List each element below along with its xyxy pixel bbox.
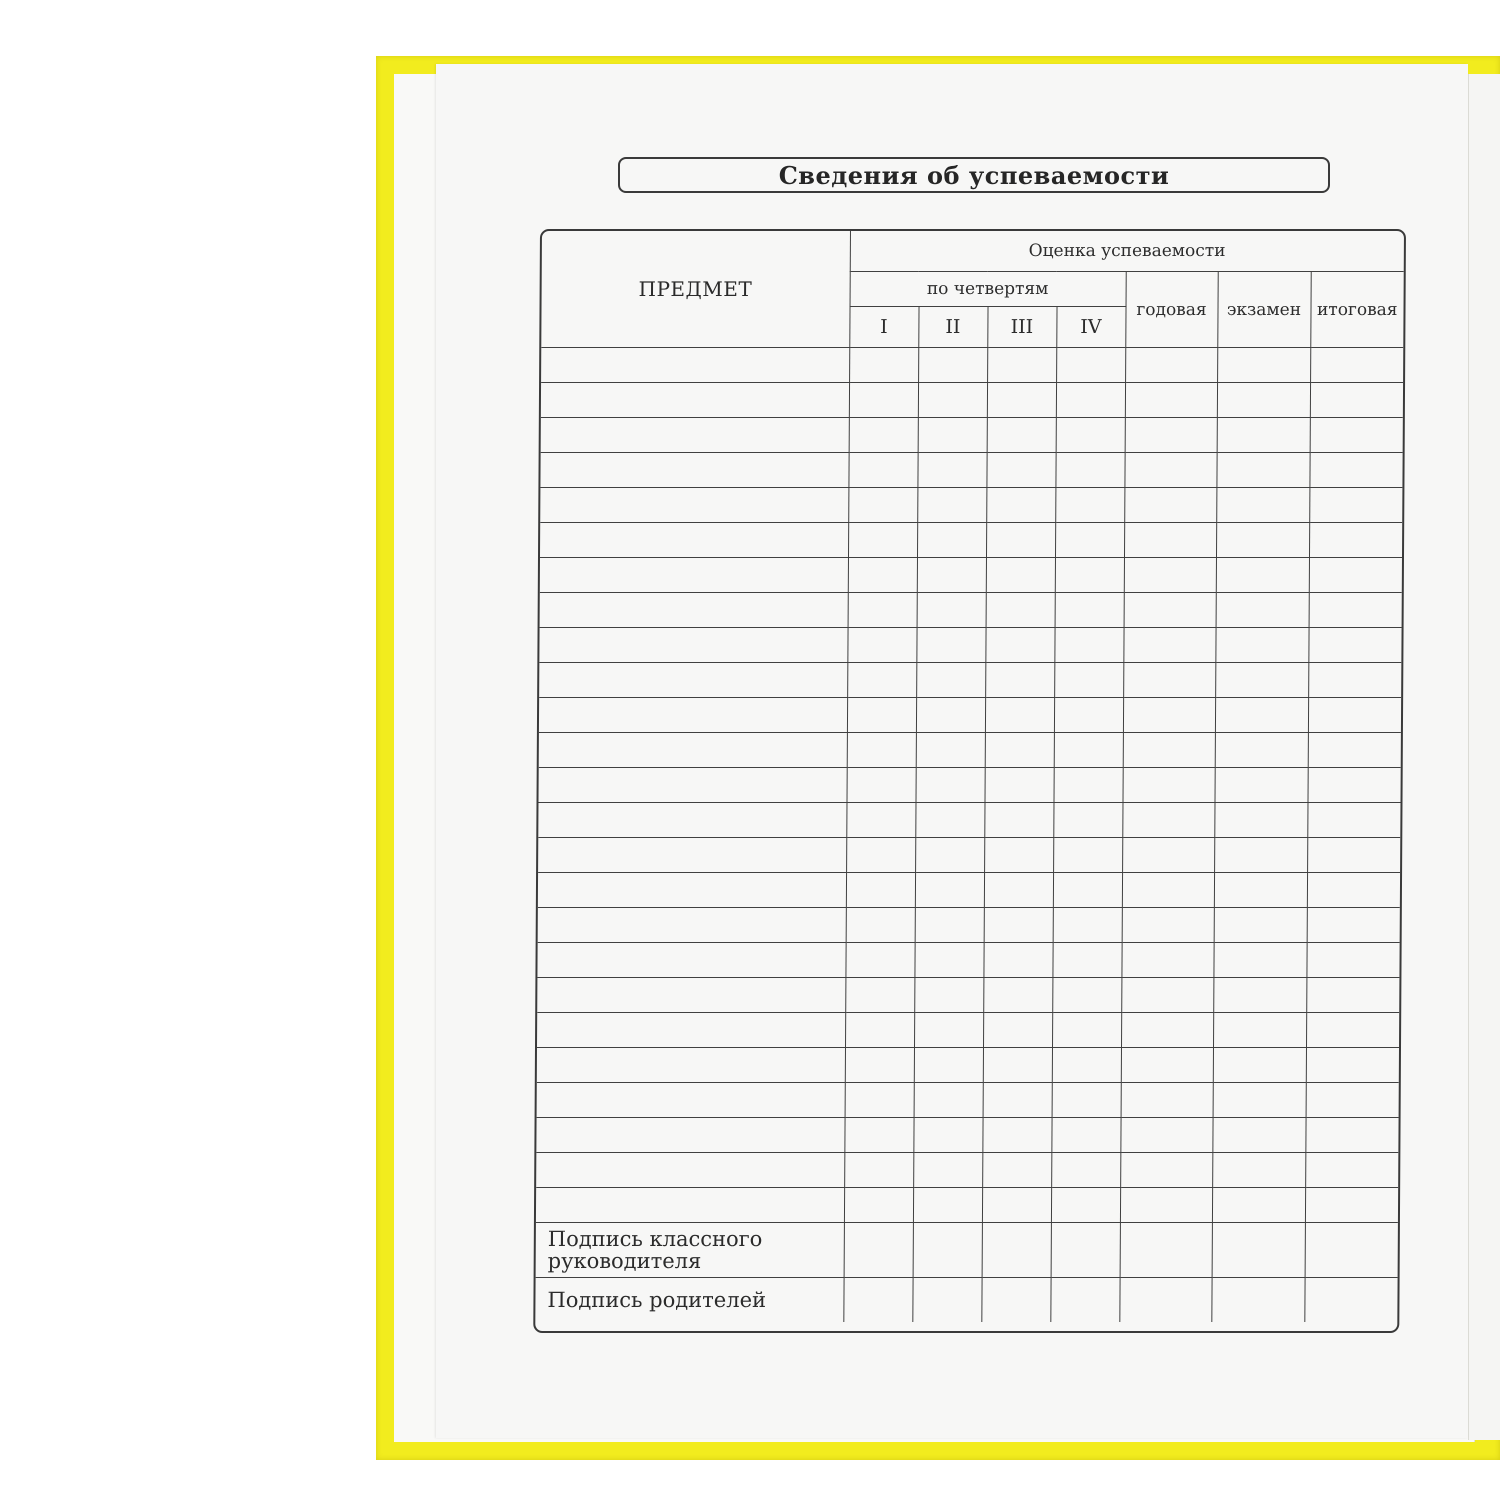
exam-cell[interactable] — [1213, 978, 1306, 1013]
table-row — [537, 1013, 1399, 1048]
exam-cell[interactable] — [1215, 628, 1308, 663]
final-cell[interactable] — [1306, 1048, 1399, 1083]
quarter-4-cell[interactable] — [1053, 908, 1122, 943]
quarter-2-cell[interactable] — [914, 1048, 983, 1083]
exam-cell[interactable] — [1216, 523, 1309, 558]
final-cell[interactable] — [1305, 1188, 1398, 1223]
final-cell[interactable] — [1305, 1118, 1398, 1153]
quarter-2-cell[interactable] — [917, 593, 986, 628]
exam-cell[interactable] — [1212, 1188, 1305, 1223]
quarter-2-cell[interactable] — [914, 978, 983, 1013]
quarter-4-cell[interactable] — [1051, 1153, 1120, 1188]
quarter-4-cell[interactable] — [1053, 838, 1122, 873]
table-row — [540, 488, 1402, 523]
table-row — [541, 418, 1403, 453]
annual-cell[interactable] — [1122, 873, 1214, 908]
quarter-1-cell[interactable] — [848, 558, 917, 593]
annual-cell[interactable] — [1125, 348, 1217, 383]
quarter-1-cell[interactable] — [849, 383, 918, 418]
subject-cell[interactable] — [537, 978, 845, 1013]
quarter-3-cell[interactable] — [985, 698, 1054, 733]
quarter-2-cell[interactable] — [914, 1083, 983, 1118]
signature-teacher-label: Подпись классного руководителя — [536, 1223, 844, 1278]
final-cell[interactable] — [1308, 663, 1401, 698]
quarter-1-header: I — [849, 307, 918, 348]
signature-parents-label: Подпись родителей — [535, 1278, 843, 1323]
table-row — [541, 348, 1403, 383]
final-cell[interactable] — [1305, 1153, 1398, 1188]
signature-cell[interactable] — [1212, 1223, 1305, 1278]
quarter-2-cell[interactable] — [917, 453, 986, 488]
quarter-3-cell[interactable] — [983, 978, 1052, 1013]
quarter-2-cell[interactable] — [917, 558, 986, 593]
table-row — [538, 908, 1400, 943]
quarter-3-cell[interactable] — [986, 488, 1055, 523]
quarter-3-cell[interactable] — [984, 873, 1053, 908]
quarter-2-cell[interactable] — [918, 348, 987, 383]
annual-cell[interactable] — [1124, 488, 1216, 523]
quarter-3-cell[interactable] — [984, 768, 1053, 803]
quarter-3-header: III — [987, 307, 1056, 348]
table-row — [537, 1048, 1399, 1083]
annual-cell[interactable] — [1121, 1013, 1213, 1048]
quarter-4-cell[interactable] — [1052, 1013, 1121, 1048]
quarter-2-cell[interactable] — [914, 1013, 983, 1048]
quarter-1-cell[interactable] — [845, 978, 914, 1013]
quarter-4-cell[interactable] — [1054, 698, 1123, 733]
exam-cell[interactable] — [1215, 698, 1308, 733]
quarter-4-cell[interactable] — [1054, 733, 1123, 768]
subject-cell[interactable] — [541, 348, 849, 383]
signature-cell[interactable] — [913, 1223, 982, 1278]
quarter-4-header: IV — [1056, 307, 1125, 348]
quarter-3-cell[interactable] — [985, 663, 1054, 698]
signature-cell[interactable] — [1211, 1278, 1304, 1323]
exam-cell[interactable] — [1212, 1118, 1305, 1153]
quarter-3-cell[interactable] — [983, 1083, 1052, 1118]
grades-table — [533, 229, 1406, 1333]
quarter-4-cell[interactable] — [1052, 978, 1121, 1013]
exam-cell[interactable] — [1213, 1048, 1306, 1083]
quarter-1-cell[interactable] — [848, 453, 917, 488]
subject-cell[interactable] — [536, 1118, 844, 1153]
quarter-1-cell[interactable] — [849, 418, 918, 453]
signature-cell[interactable] — [981, 1278, 1050, 1323]
signature-parents-row — [535, 1278, 1397, 1323]
quarter-2-cell[interactable] — [915, 838, 984, 873]
quarter-2-cell[interactable] — [918, 418, 987, 453]
subject-cell[interactable] — [538, 873, 846, 908]
annual-cell[interactable] — [1124, 523, 1216, 558]
annual-cell[interactable] — [1122, 908, 1214, 943]
annual-cell[interactable] — [1120, 1118, 1212, 1153]
table-row — [537, 943, 1399, 978]
subject-cell[interactable] — [537, 1013, 845, 1048]
table-row — [539, 663, 1401, 698]
quarter-4-cell[interactable] — [1053, 873, 1122, 908]
table-row — [539, 733, 1401, 768]
quarter-1-cell[interactable] — [848, 488, 917, 523]
final-cell[interactable] — [1306, 1013, 1399, 1048]
exam-cell[interactable] — [1214, 838, 1307, 873]
annual-cell[interactable] — [1122, 803, 1214, 838]
quarter-3-cell[interactable] — [984, 803, 1053, 838]
quarter-3-cell[interactable] — [986, 453, 1055, 488]
subject-header: ПРЕДМЕТ — [541, 231, 850, 348]
table-row — [540, 523, 1402, 558]
annual-cell[interactable] — [1123, 733, 1215, 768]
quarter-4-cell[interactable] — [1053, 768, 1122, 803]
quarter-3-cell[interactable] — [987, 383, 1056, 418]
subject-cell[interactable] — [538, 838, 846, 873]
signature-cell[interactable] — [1051, 1223, 1120, 1278]
final-cell[interactable] — [1309, 488, 1402, 523]
table-row — [539, 628, 1401, 663]
final-cell[interactable] — [1308, 698, 1401, 733]
exam-cell[interactable] — [1214, 873, 1307, 908]
table-row — [538, 873, 1400, 908]
exam-cell[interactable] — [1213, 943, 1306, 978]
final-cell[interactable] — [1306, 943, 1399, 978]
exam-cell[interactable] — [1217, 383, 1310, 418]
quarter-2-cell[interactable] — [913, 1118, 982, 1153]
final-cell[interactable] — [1310, 383, 1403, 418]
quarter-3-cell[interactable] — [985, 628, 1054, 663]
quarter-4-cell[interactable] — [1055, 558, 1124, 593]
subject-cell[interactable] — [537, 1048, 845, 1083]
quarter-1-cell[interactable] — [848, 593, 917, 628]
quarter-1-cell[interactable] — [846, 803, 915, 838]
signature-cell[interactable] — [982, 1223, 1051, 1278]
quarter-2-cell[interactable] — [916, 628, 985, 663]
signature-cell[interactable] — [844, 1223, 913, 1278]
annual-cell[interactable] — [1121, 1048, 1213, 1083]
exam-cell[interactable] — [1216, 558, 1309, 593]
quarter-1-cell[interactable] — [846, 908, 915, 943]
quarter-4-cell[interactable] — [1055, 523, 1124, 558]
quarter-2-header: II — [918, 307, 987, 348]
subject-cell[interactable] — [537, 1083, 845, 1118]
annual-cell[interactable] — [1125, 383, 1217, 418]
quarter-1-cell[interactable] — [845, 1048, 914, 1083]
quarter-2-cell[interactable] — [915, 908, 984, 943]
quarter-2-cell[interactable] — [916, 733, 985, 768]
table-row — [536, 1118, 1398, 1153]
annual-cell[interactable] — [1125, 418, 1217, 453]
quarter-2-cell[interactable] — [915, 803, 984, 838]
quarter-3-cell[interactable] — [983, 943, 1052, 978]
quarter-3-cell[interactable] — [984, 908, 1053, 943]
exam-cell[interactable] — [1217, 348, 1310, 383]
final-cell[interactable] — [1306, 1083, 1399, 1118]
table-row — [538, 838, 1400, 873]
quarter-1-cell[interactable] — [847, 698, 916, 733]
quarter-1-cell[interactable] — [846, 873, 915, 908]
quarter-4-cell[interactable] — [1055, 593, 1124, 628]
subject-cell[interactable] — [539, 698, 847, 733]
final-cell[interactable] — [1310, 348, 1403, 383]
quarter-2-cell[interactable] — [917, 523, 986, 558]
quarter-1-cell[interactable] — [845, 943, 914, 978]
quarter-2-cell[interactable] — [917, 488, 986, 523]
quarter-2-cell[interactable] — [913, 1188, 982, 1223]
annual-cell[interactable] — [1123, 698, 1215, 733]
quarter-2-cell[interactable] — [916, 663, 985, 698]
quarter-3-cell[interactable] — [983, 1048, 1052, 1083]
final-cell[interactable] — [1309, 593, 1402, 628]
quarters-header: по четвертям — [850, 272, 1126, 307]
quarter-4-cell[interactable] — [1056, 383, 1125, 418]
quarter-4-cell[interactable] — [1051, 1118, 1120, 1153]
exam-cell[interactable] — [1216, 593, 1309, 628]
subject-cell[interactable] — [540, 523, 848, 558]
subject-cell[interactable] — [540, 453, 848, 488]
quarter-1-cell[interactable] — [845, 1013, 914, 1048]
final-cell[interactable] — [1308, 733, 1401, 768]
subject-cell[interactable] — [540, 488, 848, 523]
final-cell[interactable] — [1307, 768, 1400, 803]
quarter-3-cell[interactable] — [982, 1153, 1051, 1188]
final-cell[interactable] — [1309, 453, 1402, 488]
exam-cell[interactable] — [1214, 803, 1307, 838]
exam-cell[interactable] — [1214, 768, 1307, 803]
final-cell[interactable] — [1307, 803, 1400, 838]
subject-cell[interactable] — [540, 558, 848, 593]
annual-header: годовая — [1125, 272, 1217, 348]
table-row — [536, 1153, 1398, 1188]
final-cell[interactable] — [1309, 558, 1402, 593]
quarter-4-cell[interactable] — [1056, 348, 1125, 383]
exam-cell[interactable] — [1217, 418, 1310, 453]
quarter-1-cell[interactable] — [846, 768, 915, 803]
quarter-1-cell[interactable] — [848, 523, 917, 558]
exam-cell[interactable] — [1216, 453, 1309, 488]
subject-cell[interactable] — [536, 1153, 844, 1188]
quarter-4-cell[interactable] — [1051, 1188, 1120, 1223]
quarter-3-cell[interactable] — [986, 558, 1055, 593]
signature-cell[interactable] — [1120, 1223, 1212, 1278]
quarter-3-cell[interactable] — [986, 523, 1055, 558]
page-title: Сведения об успеваемости — [778, 160, 1170, 190]
final-header: итоговая — [1310, 272, 1403, 348]
exam-cell[interactable] — [1212, 1153, 1305, 1188]
subject-cell[interactable] — [537, 943, 845, 978]
annual-cell[interactable] — [1121, 943, 1213, 978]
annual-cell[interactable] — [1124, 593, 1216, 628]
table-row — [540, 558, 1402, 593]
quarter-1-cell[interactable] — [847, 628, 916, 663]
annual-cell[interactable] — [1121, 1083, 1213, 1118]
quarter-4-cell[interactable] — [1056, 418, 1125, 453]
table-row — [536, 1188, 1398, 1223]
quarter-4-cell[interactable] — [1054, 663, 1123, 698]
subject-cell[interactable] — [541, 383, 849, 418]
table-row — [538, 768, 1400, 803]
final-cell[interactable] — [1307, 873, 1400, 908]
subject-cell[interactable] — [538, 908, 846, 943]
annual-cell[interactable] — [1122, 838, 1214, 873]
signature-cell[interactable] — [912, 1278, 981, 1323]
quarter-1-cell[interactable] — [847, 663, 916, 698]
quarter-1-cell[interactable] — [846, 838, 915, 873]
quarter-3-cell[interactable] — [987, 418, 1056, 453]
annual-cell[interactable] — [1121, 978, 1213, 1013]
annual-cell[interactable] — [1120, 1153, 1212, 1188]
quarter-4-cell[interactable] — [1055, 453, 1124, 488]
signature-cell[interactable] — [1304, 1278, 1397, 1323]
quarter-2-cell[interactable] — [915, 873, 984, 908]
final-cell[interactable] — [1307, 908, 1400, 943]
signature-teacher-row — [536, 1223, 1398, 1278]
exam-cell[interactable] — [1213, 1013, 1306, 1048]
exam-cell[interactable] — [1216, 488, 1309, 523]
page-title-box — [618, 157, 1330, 193]
quarter-2-cell[interactable] — [918, 383, 987, 418]
annual-cell[interactable] — [1122, 768, 1214, 803]
signature-cell[interactable] — [1119, 1278, 1211, 1323]
quarter-3-cell[interactable] — [987, 348, 1056, 383]
quarter-1-cell[interactable] — [845, 1083, 914, 1118]
exam-header: экзамен — [1217, 272, 1310, 348]
quarter-1-cell[interactable] — [849, 348, 918, 383]
annual-cell[interactable] — [1120, 1188, 1212, 1223]
quarter-2-cell[interactable] — [915, 768, 984, 803]
subject-cell[interactable] — [538, 803, 846, 838]
table-row — [538, 803, 1400, 838]
table-row — [537, 978, 1399, 1013]
subject-cell[interactable] — [539, 663, 847, 698]
quarter-4-cell[interactable] — [1052, 1048, 1121, 1083]
subject-cell[interactable] — [538, 768, 846, 803]
signature-cell[interactable] — [1050, 1278, 1119, 1323]
exam-cell[interactable] — [1215, 663, 1308, 698]
final-cell[interactable] — [1309, 523, 1402, 558]
final-cell[interactable] — [1306, 978, 1399, 1013]
quarter-4-cell[interactable] — [1054, 628, 1123, 663]
subject-cell[interactable] — [541, 418, 849, 453]
exam-cell[interactable] — [1215, 733, 1308, 768]
final-cell[interactable] — [1307, 838, 1400, 873]
quarter-3-cell[interactable] — [982, 1188, 1051, 1223]
table-row — [540, 593, 1402, 628]
quarter-4-cell[interactable] — [1052, 1083, 1121, 1118]
subject-cell[interactable] — [539, 628, 847, 663]
quarter-4-cell[interactable] — [1052, 943, 1121, 978]
quarter-3-cell[interactable] — [982, 1118, 1051, 1153]
signature-cell[interactable] — [1305, 1223, 1398, 1278]
annual-cell[interactable] — [1124, 453, 1216, 488]
quarter-3-cell[interactable] — [985, 733, 1054, 768]
signature-cell[interactable] — [843, 1278, 912, 1323]
table-row — [541, 383, 1403, 418]
quarter-1-cell[interactable] — [844, 1188, 913, 1223]
subject-cell[interactable] — [540, 593, 848, 628]
table-row — [540, 453, 1402, 488]
quarter-3-cell[interactable] — [986, 593, 1055, 628]
quarter-3-cell[interactable] — [984, 838, 1053, 873]
table-row — [537, 1083, 1399, 1118]
quarter-3-cell[interactable] — [983, 1013, 1052, 1048]
quarter-2-cell[interactable] — [913, 1153, 982, 1188]
table-row — [539, 698, 1401, 733]
exam-cell[interactable] — [1213, 1083, 1306, 1118]
quarter-1-cell[interactable] — [847, 733, 916, 768]
right-page-edge — [1468, 74, 1500, 1440]
quarter-2-cell[interactable] — [916, 698, 985, 733]
final-cell[interactable] — [1310, 418, 1403, 453]
subject-cell[interactable] — [539, 733, 847, 768]
exam-cell[interactable] — [1214, 908, 1307, 943]
grade-rows — [535, 348, 1403, 1323]
quarter-4-cell[interactable] — [1053, 803, 1122, 838]
quarter-4-cell[interactable] — [1055, 488, 1124, 523]
annual-cell[interactable] — [1123, 663, 1215, 698]
annual-cell[interactable] — [1124, 558, 1216, 593]
quarter-1-cell[interactable] — [844, 1153, 913, 1188]
final-cell[interactable] — [1308, 628, 1401, 663]
annual-cell[interactable] — [1123, 628, 1215, 663]
quarter-2-cell[interactable] — [914, 943, 983, 978]
grades-header: Оценка успеваемости — [850, 231, 1404, 272]
quarter-1-cell[interactable] — [844, 1118, 913, 1153]
subject-cell[interactable] — [536, 1188, 844, 1223]
